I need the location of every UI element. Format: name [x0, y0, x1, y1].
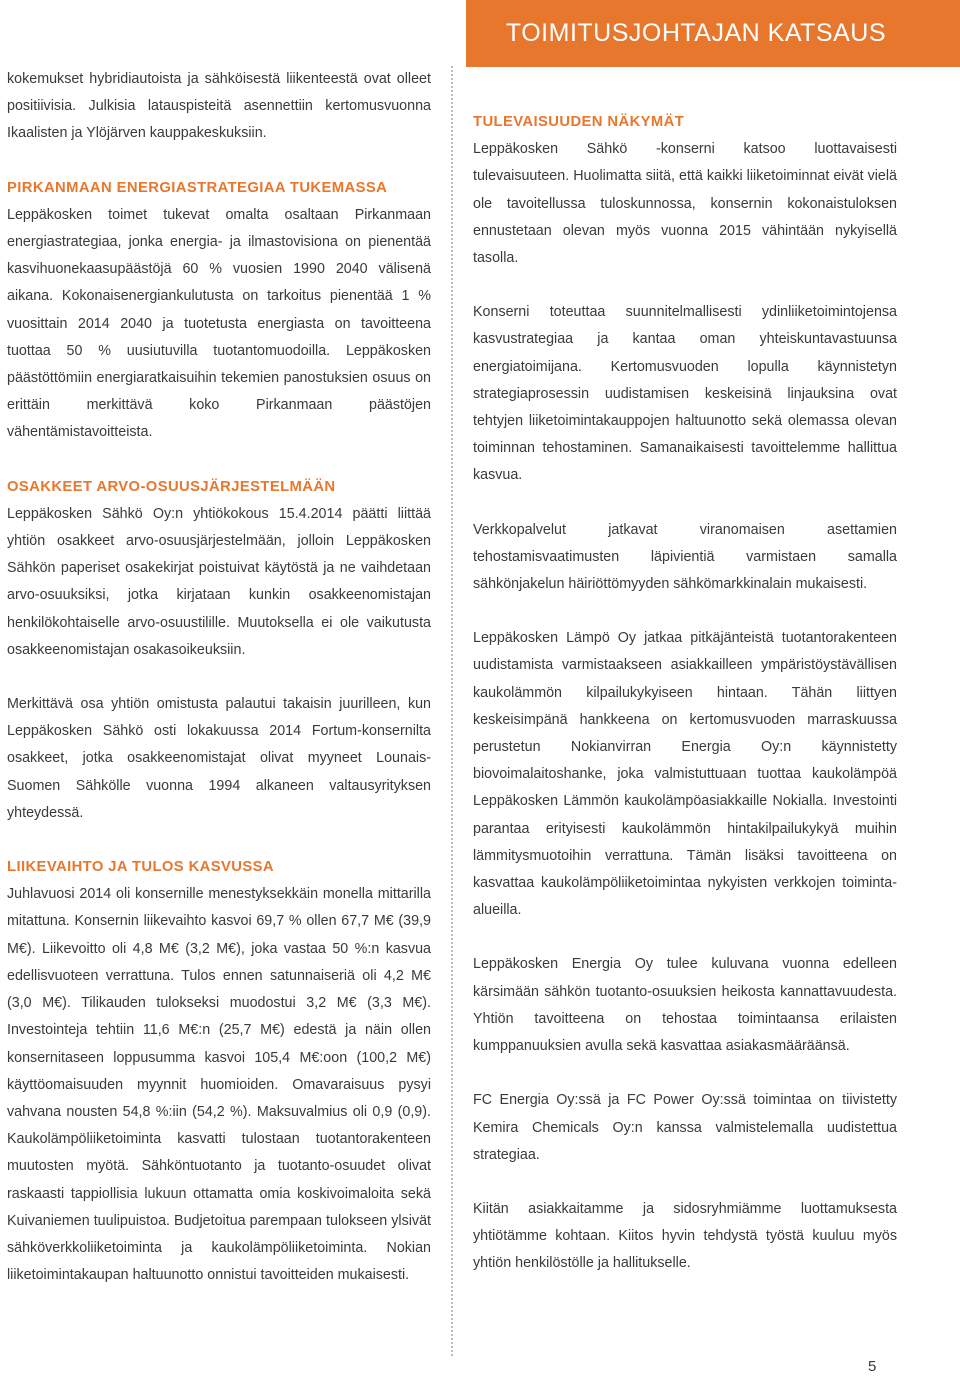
right-column	[473, 109, 897, 1305]
page-number: 5	[868, 1358, 877, 1375]
paragraph-tulevaisuus-1: Leppäkosken Sähkö -konserni katsoo luottavaisesti tulevaisuuteen. Huolimatta siitä, että kaikki liiketoiminnat eivät vielä ole tavoitellussa tuloskunnossa, konsernin kokonaistuloksen ennustetaan olevan myös vuonna 2015 vähintään nykyisellä tasolla.	[473, 141, 897, 267]
paragraph-tulevaisuus-5: Leppäkosken Energia Oy tulee kuluvana vuonna edelleen kärsimään sähkön tuotanto-osuuksien heikosta kannattavuudesta. Yhtiön tavoitteena on tehostaa toimintaansa erilaisten kumppanuuksien avulla sekä kasvattaa asiakasmääräänsä.	[473, 956, 897, 1055]
section-heading-tulevaisuus: TULEVAISUUDEN NÄKYMÄT	[473, 114, 685, 130]
intro-paragraph: kokemukset hybridiautoista ja sähköisestä liikenteestä ovat olleet positiivisia. Julkisia latauspisteitä asennettiin kertomusvuonna Ikaalisten ja Ylöjärven kauppakeskuksiin.	[7, 71, 431, 142]
paragraph-osakkeet-2: Merkittävä osa yhtiön omistusta palautui takaisin juurilleen, kun Leppäkosken Sähkö osti lokakuussa 2014 Fortum-konsernilta osakkeet, jotka osakkeenomistajat olivat myyneet Lounais-Suomen Sähkölle vuonna 1994 alkaneen valtausyrityksen yhteydessä.	[7, 696, 431, 821]
paragraph-tulevaisuus-7: Kiitän asiakkaitamme ja sidosryhmiämme luottamuksesta yhtiötämme kohtaan. Kiitos hyvin tehdystä työstä kuuluu myös yhtiön henkilöstölle ja hallitukselle.	[473, 1200, 897, 1272]
paragraph-pirkanmaa: Leppäkosken toimet tukevat omalta osaltaan Pirkanmaan energiastrategiaa, jonka energia- ja ilmastovisiona on pienentää kasvihuonekaasupäästöjä 60 % vuosien 1990 2040 välisenä aikana. Kokonaisenergiankulutusta on tarkoitus pienentää 1 % vuosittain 2014 2040 ja tuotetusta energiasta on tavoitteena tuottaa 50 % uusiutuvilla tuotantomuodoilla. Leppäkosken päästöttömiin energiaratkaisuihin tekemien panostuksien osuus on erittäin merkittävä koko Pirkanmaan päästöjen vähentämistavoitteista.	[7, 206, 431, 441]
paragraph-tulevaisuus-2: Konserni toteuttaa suunnitelmallisesti ydinliiketoimintojensa kasvustrategiaa ja kantaa oman yhteiskuntavastuunsa energiatoimijana. Kertomusvuoden lopulla käynnistetyn strategiaprosessin uudistamisen keskeisinä linjauksina ovat tehtyjen liiketoimintakauppojen haltuunotto sekä olemassa olevan toiminnan tehostaminen. Samanaikaisesti tavoittelemme hallittua kasvua.	[473, 304, 897, 484]
section-heading-liikevaihto: LIIKEVAIHTO JA TULOS KASVUSSA	[7, 859, 275, 876]
paragraph-tulevaisuus-3: Verkkopalvelut jatkavat viranomaisen asettamien tehostamisvaatimusten läpivientiä varmistaen samalla sähkönjakelun häiriöttömyyden sähkömarkkinalain mukaisesti.	[473, 521, 897, 593]
paragraph-tulevaisuus-4: Leppäkosken Lämpö Oy jatkaa pitkäjänteistä tuotantorakenteen uudistamista varmistaakseen asiakkailleen ympäristöystävällisen kaukolämmön kilpailukykyiseen hintaan. Tähän liittyen keskeisimpänä hankkeena on kertomusvuoden marraskuussa perustetun Nokianvirran Energia Oy:n käynnistetty biovoimalaitoshanke, joka valmistuttuaan tuottaa kaukolämpöä Leppäkosken Lämmön kaukolämpöasiakkaille Nokialla. Investointi parantaa erityisesti kaukolämmön hintakilpailukykyä muihin lämmitysmuotoihin verrattuna. Tämän lisäksi tavoitteena on kasvattaa kaukolämpöliiketoimintaa nykyisten verkkojen toiminta-alueilla.	[473, 630, 897, 919]
section-heading-osakkeet: OSAKKEET ARVO-OSUUSJÄRJESTELMÄÄN	[7, 478, 336, 495]
section-heading-pirkanmaa: PIRKANMAAN ENERGIASTRATEGIAA TUKEMASSA	[7, 179, 388, 196]
header-band	[466, 0, 960, 67]
left-column	[7, 66, 431, 1316]
paragraph-osakkeet-1: Leppäkosken Sähkö Oy:n yhtiökokous 15.4.2014 päätti liittää yhtiön osakkeet arvo-osuusjärjestelmään, jolloin Leppäkosken Sähkön paperiset osakekirjat poistuivat käytöstä ja ne vaihdetaan arvo-osuuksiksi, jotka kirjataan kunkin osakkeenomistajan henkilökohtaiselle arvo-osuustilille. Muutoksella ei ole vaikutusta osakkeenomistajan osakasoikeuksiin.	[7, 505, 431, 658]
column-divider	[451, 66, 453, 1356]
paragraph-tulevaisuus-6: FC Energia Oy:ssä ja FC Power Oy:ssä toimintaa on tiivistetty Kemira Chemicals Oy:n kanssa valmistelemalla uudistettua strategiaa.	[473, 1092, 897, 1163]
paragraph-liikevaihto: Juhlavuosi 2014 oli konsernille menestyksekkäin monella mittarilla mitattuna. Konsernin liikevaihto kasvoi 69,7 % ollen 67,7 M€ (39,9 M€). Liikevoitto oli 4,8 M€ (3,2 M€), joka vastaa 50 %:n kasvua edellisvuoteen verrattuna. Tulos ennen satunnaiseriä oli 4,2 M€ (3,0 M€). Tilikauden tulokseksi muodostui 3,2 M€ (3,3 M€). Investointeja tehtiin 11,6 M€:n (25,7 M€) edestä ja näin ollen konsernitaseen loppusumma kasvoi 105,4 M€:oon (100,2 M€) käyttöomaisuuden myynnit huomioiden. Omavaraisuus pysyi vahvana nousten 54,8 %:iin (54,2 %). Maksuvalmius oli 0,9 (0,9). Kaukolämpöliiketoiminta kasvatti tulostaan tuotantorakenteen muutosten myötä. Sähköntuotanto ja tuotanto-osuudet olivat raskaasti tappiollisia lukuun ottamatta omia koskivoimaloita sekä Kuivaniemen tuulipuistoa. Budjetoitua parempaan tulokseen ylsivät sähköverkkoliiketoiminta ja kaukolämpöliiketoiminta. Nokian liiketoimintakaupan haltuunotto onnistui tavoitteiden mukaisesti.	[7, 886, 431, 1284]
page-title: TOIMITUSJOHTAJAN KATSAUS	[505, 19, 886, 47]
